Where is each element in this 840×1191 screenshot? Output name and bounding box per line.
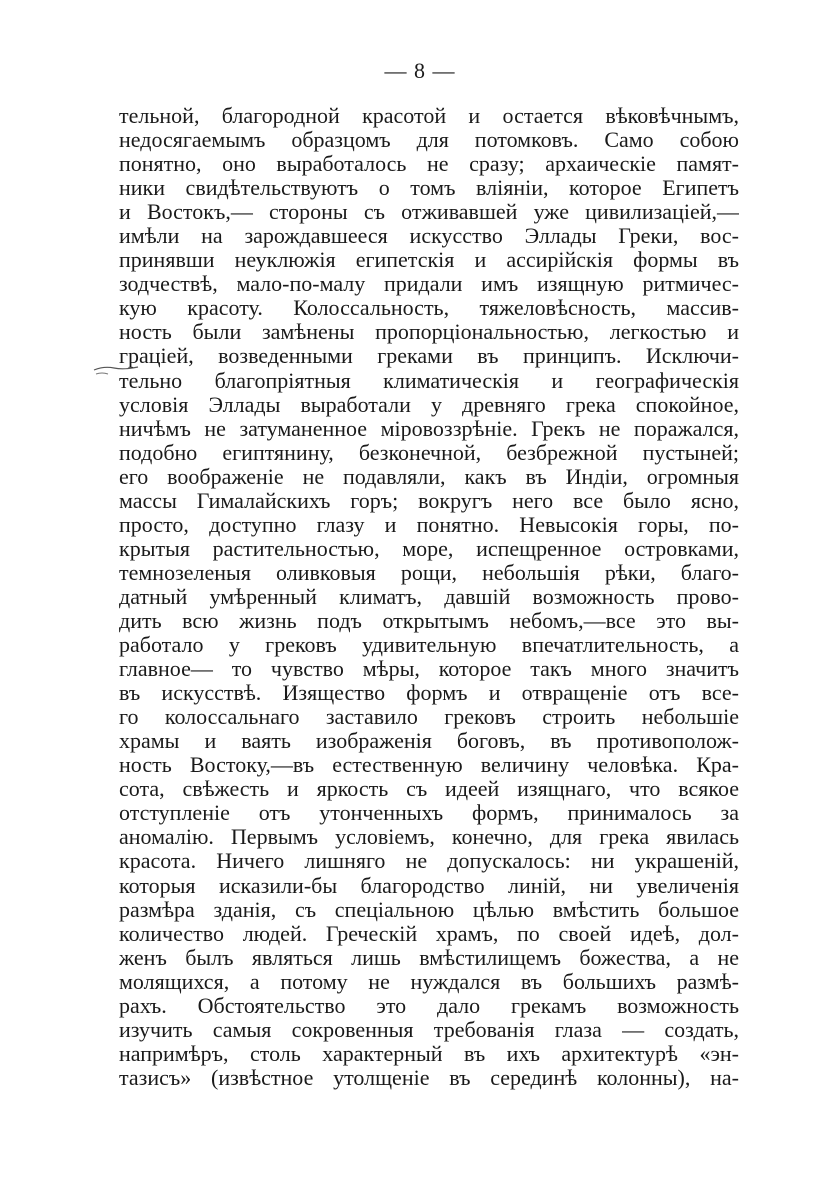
text-line: которыя исказили-бы благородство линій, ни увеличенія xyxy=(119,873,739,898)
text-line: имѣли на зарождавшееся искусство Эллады Греки, вос- xyxy=(119,224,739,249)
text-line: крытыя растительностью, море, испещренное островками, xyxy=(119,536,739,561)
text-line: кую красоту. Колоссальность, тяжеловѣсность, массив- xyxy=(119,296,739,321)
text-line: красота. Ничего лишняго не допускалось: ни украшеній, xyxy=(119,849,739,874)
text-line: недосягаемымъ образцомъ для потомковъ. Само собою xyxy=(119,128,739,153)
text-line: просто, доступно глазу и понятно. Невысокія горы, по- xyxy=(119,512,739,537)
text-line: ничѣмъ не затуманенное міровоззрѣніе. Грекъ не поражался, xyxy=(119,416,739,441)
page-number: — 8 — xyxy=(384,58,456,83)
text-line: количество людей. Греческій храмъ, по своей идеѣ, дол- xyxy=(119,921,739,946)
text-line: принявши неуклюжія египетскія и ассирійскія формы въ xyxy=(119,248,739,273)
text-line: его воображеніе не подавляли, какъ въ Индіи, огромныя xyxy=(119,464,739,489)
text-line: граціей, возведенными греками въ принципъ. Исключи- xyxy=(119,344,739,369)
text-line: ники свидѣтельствуютъ о томъ вліяніи, которое Египетъ xyxy=(119,176,739,201)
text-line: ность Востоку,—въ естественную величину человѣка. Кра- xyxy=(119,753,739,778)
text-line: зодчествѣ, мало-по-малу придали имъ изящную ритмичес- xyxy=(119,272,739,297)
text-line: тазисъ» (извѣстное утолщеніе въ серединѣ колонны), на- xyxy=(119,1065,739,1090)
text-line: датный умѣренный климатъ, давшій возможность прово- xyxy=(119,584,739,609)
text-line: главное— то чувство мѣры, которое такъ много значитъ xyxy=(119,657,739,682)
text-line: сота, свѣжесть и яркость съ идеей изящнаго, что всякое xyxy=(119,777,739,802)
text-line: размѣра зданія, съ спеціальною цѣлью вмѣстить большое xyxy=(119,897,739,922)
text-line: въ искусствѣ. Изящество формъ и отвращеніе отъ все- xyxy=(119,681,739,706)
text-line: аномалію. Первымъ условіемъ, конечно, для грека явилась xyxy=(119,825,739,850)
text-line: храмы и ваять изображенія боговъ, въ противополож- xyxy=(119,729,739,754)
text-line: рахъ. Обстоятельство это дало грекамъ возможность xyxy=(119,993,739,1018)
text-line: ность были замѣнены пропорціональностью, легкостью и xyxy=(119,320,739,345)
text-line: и Востокъ,— стороны съ отживавшей уже цивилизаціей,— xyxy=(119,200,739,225)
text-line: женъ былъ являться лишь вмѣстилищемъ божества, а не xyxy=(119,945,739,970)
text-line: дить всю жизнь подъ открытымъ небомъ,—все это вы- xyxy=(119,608,739,633)
text-line: тельной, благородной красотой и остается вѣковѣчнымъ, xyxy=(119,104,739,128)
body-text xyxy=(119,104,739,1090)
text-line: напримѣръ, столь характерный въ ихъ архитектурѣ «эн- xyxy=(119,1041,739,1066)
text-line: понятно, оно выработалось не сразу; архаическіе памят- xyxy=(119,152,739,177)
text-line: работало у грековъ удивительную впечатлительность, а xyxy=(119,633,739,658)
text-line: условія Эллады выработали у древняго грека спокойное, xyxy=(119,392,739,417)
text-line: темнозеленыя оливковыя рощи, небольшія рѣки, благо- xyxy=(119,560,739,585)
text-line: го колоссальнаго заставило грековъ строить небольшіе xyxy=(119,705,739,730)
text-line: тельно благопріятныя климатическія и географическія xyxy=(119,368,739,393)
text-line: подобно египтянину, безконечной, безбрежной пустыней; xyxy=(119,440,739,465)
text-line: изучить самыя сокровенныя требованія глаза — создать, xyxy=(119,1017,739,1042)
text-line: отступленіе отъ утонченныхъ формъ, принималось за xyxy=(119,801,739,826)
text-line: молящихся, а потому не нуждался въ большихъ размѣ- xyxy=(119,969,739,994)
text-line: массы Гималайскихъ горъ; вокругъ него все было ясно, xyxy=(119,488,739,513)
